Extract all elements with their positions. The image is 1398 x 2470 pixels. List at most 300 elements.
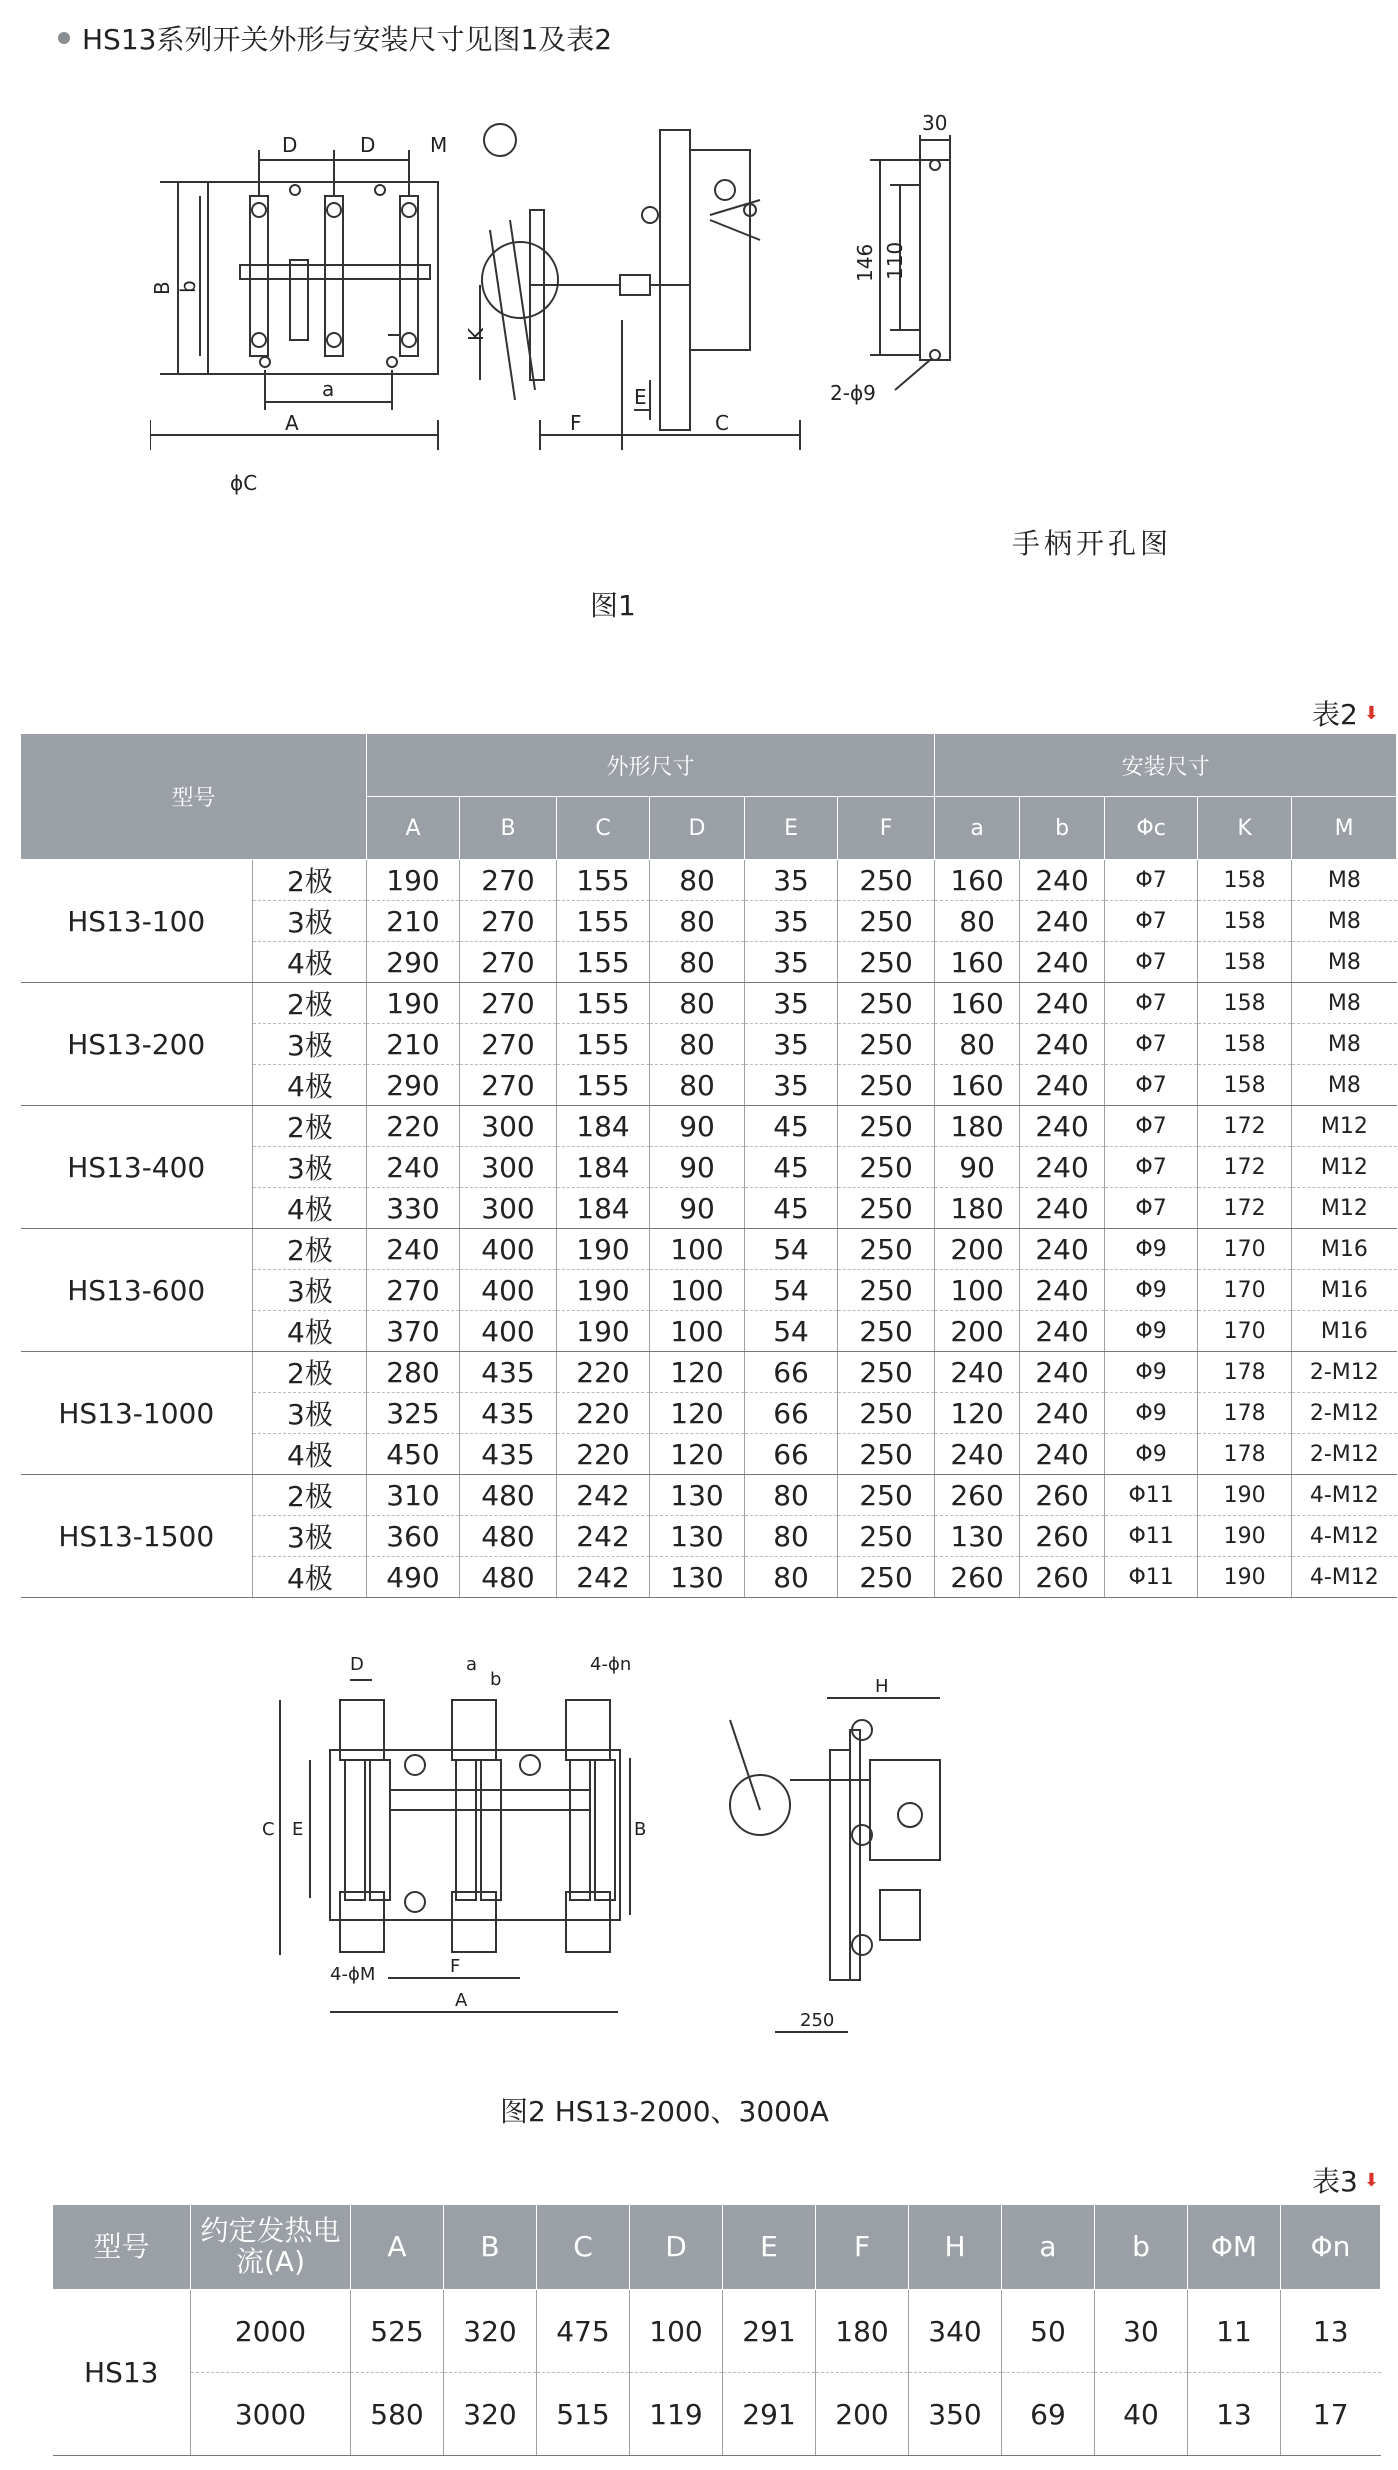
pole-cell: 2极: [253, 983, 367, 1024]
fig1-label-146: 146: [853, 243, 877, 282]
value-cell: 310: [367, 1475, 460, 1516]
value-cell: 360: [367, 1516, 460, 1557]
value-cell: 435: [460, 1352, 557, 1393]
t3-column-header-9: ΦM: [1188, 2205, 1281, 2290]
t3-header-current: 约定发热电流(A): [191, 2205, 351, 2290]
model-cell: HS13-400: [21, 1106, 253, 1229]
value-cell: 172: [1198, 1188, 1292, 1229]
value-cell: 250: [838, 1270, 935, 1311]
pole-cell: 4极: [253, 1434, 367, 1475]
column-header-3: D: [650, 797, 745, 860]
value-cell: 80: [745, 1557, 838, 1598]
value-cell: 80: [650, 1065, 745, 1106]
section-heading: [58, 18, 612, 58]
header-install: 安装尺寸: [935, 734, 1397, 797]
fig2-label-e: E: [292, 1819, 304, 1840]
value-cell: 260: [1020, 1516, 1105, 1557]
value-cell: 190: [367, 860, 460, 901]
column-header-0: A: [367, 797, 460, 860]
fig1-label-e: E: [634, 385, 647, 409]
t3-column-header-10: Φn: [1281, 2205, 1381, 2290]
value-cell: 300: [460, 1188, 557, 1229]
figure2-caption: 图2 HS13-2000、3000A: [500, 2095, 829, 2128]
fig1-label-d2: D: [360, 133, 376, 157]
header-model: 型号: [21, 734, 367, 860]
table-row: [21, 1475, 1397, 1516]
value-cell: Φ9: [1105, 1393, 1198, 1434]
t3-header-model: 型号: [53, 2205, 191, 2290]
current-cell: 3000: [191, 2373, 351, 2456]
value-cell: 450: [367, 1434, 460, 1475]
fig2-label-a-upper: A: [455, 1990, 468, 2011]
value-cell: M8: [1292, 983, 1397, 1024]
value-cell: Φ7: [1105, 1188, 1198, 1229]
value-cell: Φ9: [1105, 1352, 1198, 1393]
model-cell: HS13-100: [21, 860, 253, 983]
column-header-7: b: [1020, 797, 1105, 860]
value-cell: 325: [367, 1393, 460, 1434]
pole-cell: 2极: [253, 1352, 367, 1393]
value-cell: 100: [935, 1270, 1020, 1311]
value-cell: 155: [557, 983, 650, 1024]
fig2-label-b-upper: B: [634, 1819, 647, 1840]
table2: [20, 733, 1397, 1598]
value-cell: 480: [460, 1516, 557, 1557]
value-cell: 120: [935, 1393, 1020, 1434]
model-cell: HS13: [53, 2290, 191, 2456]
value-cell: 242: [557, 1475, 650, 1516]
fig1-label-c: C: [715, 411, 729, 435]
value-cell: 240: [1020, 1229, 1105, 1270]
value-cell: 580: [351, 2373, 444, 2456]
value-cell: 250: [838, 1393, 935, 1434]
value-cell: Φ11: [1105, 1516, 1198, 1557]
value-cell: 260: [1020, 1557, 1105, 1598]
value-cell: 13: [1281, 2290, 1381, 2373]
value-cell: 80: [745, 1475, 838, 1516]
value-cell: 240: [1020, 1393, 1105, 1434]
value-cell: 435: [460, 1434, 557, 1475]
value-cell: M12: [1292, 1106, 1397, 1147]
bullet-dot-icon: [58, 32, 70, 44]
value-cell: 250: [838, 1434, 935, 1475]
column-header-10: M: [1292, 797, 1397, 860]
value-cell: M8: [1292, 1065, 1397, 1106]
value-cell: 30: [1095, 2290, 1188, 2373]
fig2-label-c: C: [262, 1819, 275, 1840]
fig1-label-110: 110: [883, 241, 907, 280]
value-cell: 45: [745, 1188, 838, 1229]
value-cell: 35: [745, 942, 838, 983]
pole-cell: 2极: [253, 1475, 367, 1516]
value-cell: 400: [460, 1311, 557, 1352]
value-cell: Φ7: [1105, 860, 1198, 901]
value-cell: 190: [557, 1311, 650, 1352]
value-cell: 158: [1198, 860, 1292, 901]
value-cell: 240: [1020, 1065, 1105, 1106]
value-cell: 35: [745, 901, 838, 942]
value-cell: 158: [1198, 942, 1292, 983]
value-cell: 240: [1020, 1434, 1105, 1475]
value-cell: Φ9: [1105, 1270, 1198, 1311]
fig2-label-d: D: [350, 1654, 364, 1675]
value-cell: 320: [444, 2373, 537, 2456]
value-cell: 80: [745, 1516, 838, 1557]
value-cell: 242: [557, 1557, 650, 1598]
value-cell: 350: [909, 2373, 1002, 2456]
value-cell: 160: [935, 983, 1020, 1024]
t3-column-header-3: D: [630, 2205, 723, 2290]
value-cell: 270: [460, 860, 557, 901]
fig2-label-a: a: [466, 1654, 478, 1675]
value-cell: 100: [650, 1270, 745, 1311]
value-cell: 160: [935, 1065, 1020, 1106]
value-cell: 80: [935, 1024, 1020, 1065]
value-cell: 80: [650, 901, 745, 942]
pole-cell: 3极: [253, 1024, 367, 1065]
fig2-label-250: 250: [800, 2010, 835, 2031]
value-cell: Φ9: [1105, 1229, 1198, 1270]
value-cell: 40: [1095, 2373, 1188, 2456]
value-cell: M12: [1292, 1147, 1397, 1188]
t3-column-header-6: H: [909, 2205, 1002, 2290]
value-cell: 370: [367, 1311, 460, 1352]
value-cell: 90: [650, 1147, 745, 1188]
value-cell: Φ9: [1105, 1434, 1198, 1475]
value-cell: 270: [460, 1065, 557, 1106]
value-cell: 184: [557, 1188, 650, 1229]
fig1-label-a: a: [322, 377, 335, 401]
value-cell: Φ7: [1105, 901, 1198, 942]
pole-cell: 3极: [253, 1147, 367, 1188]
value-cell: 54: [745, 1229, 838, 1270]
value-cell: 260: [1020, 1475, 1105, 1516]
value-cell: 130: [650, 1475, 745, 1516]
value-cell: 480: [460, 1475, 557, 1516]
value-cell: 66: [745, 1352, 838, 1393]
value-cell: Φ7: [1105, 1106, 1198, 1147]
value-cell: 250: [838, 1311, 935, 1352]
value-cell: 155: [557, 1024, 650, 1065]
pole-cell: 3极: [253, 1270, 367, 1311]
table-row: [21, 983, 1397, 1024]
t3-column-header-8: b: [1095, 2205, 1188, 2290]
pole-cell: 2极: [253, 860, 367, 901]
value-cell: 250: [838, 901, 935, 942]
value-cell: 178: [1198, 1393, 1292, 1434]
figure1-drawing: [150, 90, 1250, 570]
value-cell: 190: [557, 1229, 650, 1270]
value-cell: 270: [460, 901, 557, 942]
value-cell: Φ7: [1105, 1147, 1198, 1188]
value-cell: 200: [935, 1229, 1020, 1270]
value-cell: 240: [935, 1352, 1020, 1393]
fig2-label-n: 4-ϕn: [590, 1654, 632, 1675]
value-cell: M8: [1292, 901, 1397, 942]
value-cell: 250: [838, 1065, 935, 1106]
column-header-4: E: [745, 797, 838, 860]
value-cell: 280: [367, 1352, 460, 1393]
value-cell: 80: [650, 1024, 745, 1065]
value-cell: 250: [838, 1352, 935, 1393]
fig1-label-m: M: [430, 133, 448, 157]
value-cell: M16: [1292, 1311, 1397, 1352]
value-cell: M8: [1292, 860, 1397, 901]
value-cell: 200: [935, 1311, 1020, 1352]
table-row: [53, 2373, 1381, 2456]
value-cell: 220: [557, 1352, 650, 1393]
t3-column-header-7: a: [1002, 2205, 1095, 2290]
value-cell: 250: [838, 1475, 935, 1516]
value-cell: 480: [460, 1557, 557, 1598]
download-arrow-icon: ⬇: [1363, 2169, 1379, 2191]
column-header-8: Φc: [1105, 797, 1198, 860]
value-cell: 250: [838, 942, 935, 983]
model-cell: HS13-1500: [21, 1475, 253, 1598]
value-cell: 210: [367, 901, 460, 942]
table2-label-text: 表2: [1312, 698, 1358, 731]
value-cell: 240: [1020, 860, 1105, 901]
t3-column-header-5: F: [816, 2205, 909, 2290]
value-cell: 320: [444, 2290, 537, 2373]
model-cell: HS13-600: [21, 1229, 253, 1352]
value-cell: 242: [557, 1516, 650, 1557]
fig1-label-a-upper: A: [285, 411, 299, 435]
value-cell: 155: [557, 942, 650, 983]
column-header-1: B: [460, 797, 557, 860]
value-cell: 69: [1002, 2373, 1095, 2456]
header-outline: 外形尺寸: [367, 734, 935, 797]
value-cell: 190: [1198, 1475, 1292, 1516]
value-cell: 100: [650, 1311, 745, 1352]
value-cell: 260: [935, 1557, 1020, 1598]
value-cell: 190: [367, 983, 460, 1024]
value-cell: Φ9: [1105, 1311, 1198, 1352]
pole-cell: 3极: [253, 901, 367, 942]
download-arrow-icon: ⬇: [1363, 702, 1379, 724]
value-cell: 180: [935, 1188, 1020, 1229]
pole-cell: 3极: [253, 1516, 367, 1557]
value-cell: 250: [838, 1229, 935, 1270]
value-cell: 11: [1188, 2290, 1281, 2373]
table-row: [53, 2290, 1381, 2373]
fig1-label-30: 30: [922, 111, 948, 135]
fig1-label-d1: D: [282, 133, 298, 157]
value-cell: 240: [1020, 1188, 1105, 1229]
figure1-caption: 图1: [590, 589, 636, 622]
handle-hole-caption: 手柄开孔图: [1012, 527, 1173, 560]
value-cell: 155: [557, 1065, 650, 1106]
value-cell: 80: [650, 860, 745, 901]
value-cell: 160: [935, 942, 1020, 983]
t3-column-header-4: E: [723, 2205, 816, 2290]
value-cell: 130: [650, 1516, 745, 1557]
value-cell: Φ11: [1105, 1557, 1198, 1598]
column-header-9: K: [1198, 797, 1292, 860]
value-cell: 35: [745, 1065, 838, 1106]
fig2-label-f: F: [450, 1956, 461, 1977]
value-cell: 490: [367, 1557, 460, 1598]
value-cell: M16: [1292, 1229, 1397, 1270]
pole-cell: 2极: [253, 1229, 367, 1270]
value-cell: 158: [1198, 901, 1292, 942]
value-cell: M16: [1292, 1270, 1397, 1311]
column-header-5: F: [838, 797, 935, 860]
value-cell: 35: [745, 1024, 838, 1065]
fig2-label-b: b: [490, 1669, 502, 1690]
value-cell: 120: [650, 1393, 745, 1434]
value-cell: 80: [935, 901, 1020, 942]
fig1-label-b-upper: B: [150, 281, 174, 295]
t3-column-header-0: A: [351, 2205, 444, 2290]
pole-cell: 4极: [253, 1188, 367, 1229]
value-cell: 270: [367, 1270, 460, 1311]
value-cell: 300: [460, 1147, 557, 1188]
value-cell: 54: [745, 1311, 838, 1352]
value-cell: 250: [838, 1557, 935, 1598]
value-cell: 210: [367, 1024, 460, 1065]
value-cell: 45: [745, 1106, 838, 1147]
fig2-label-m: 4-ϕM: [330, 1964, 376, 1985]
value-cell: 515: [537, 2373, 630, 2456]
current-cell: 2000: [191, 2290, 351, 2373]
value-cell: 66: [745, 1434, 838, 1475]
t3-column-header-1: B: [444, 2205, 537, 2290]
value-cell: 80: [650, 983, 745, 1024]
value-cell: 178: [1198, 1352, 1292, 1393]
pole-cell: 3极: [253, 1393, 367, 1434]
value-cell: 400: [460, 1270, 557, 1311]
section-heading-text: HS13系列开关外形与安装尺寸见图1及表2: [82, 23, 613, 56]
table3-label: [1312, 2160, 1379, 2200]
value-cell: 240: [1020, 1311, 1105, 1352]
value-cell: 184: [557, 1106, 650, 1147]
value-cell: 130: [650, 1557, 745, 1598]
fig1-label-f: F: [570, 411, 582, 435]
fig1-label-k: K: [464, 327, 488, 341]
value-cell: 190: [557, 1270, 650, 1311]
value-cell: 300: [460, 1106, 557, 1147]
value-cell: 240: [1020, 942, 1105, 983]
value-cell: 270: [460, 983, 557, 1024]
value-cell: 100: [650, 1229, 745, 1270]
value-cell: 4-M12: [1292, 1557, 1397, 1598]
value-cell: 4-M12: [1292, 1516, 1397, 1557]
value-cell: 180: [935, 1106, 1020, 1147]
value-cell: M8: [1292, 1024, 1397, 1065]
value-cell: 80: [650, 942, 745, 983]
value-cell: 250: [838, 1188, 935, 1229]
value-cell: 250: [838, 1147, 935, 1188]
pole-cell: 2极: [253, 1106, 367, 1147]
model-cell: HS13-200: [21, 983, 253, 1106]
value-cell: 170: [1198, 1311, 1292, 1352]
value-cell: 90: [650, 1106, 745, 1147]
value-cell: 158: [1198, 1024, 1292, 1065]
value-cell: Φ7: [1105, 983, 1198, 1024]
fig1-label-phic: ϕC: [230, 471, 258, 495]
value-cell: 250: [838, 1024, 935, 1065]
value-cell: 270: [460, 1024, 557, 1065]
value-cell: 240: [1020, 1024, 1105, 1065]
table-row: [21, 860, 1397, 901]
value-cell: 400: [460, 1229, 557, 1270]
value-cell: 190: [1198, 1557, 1292, 1598]
value-cell: 190: [1198, 1516, 1292, 1557]
value-cell: 340: [909, 2290, 1002, 2373]
value-cell: 270: [460, 942, 557, 983]
value-cell: M8: [1292, 942, 1397, 983]
value-cell: 2-M12: [1292, 1352, 1397, 1393]
value-cell: 240: [1020, 1270, 1105, 1311]
table-row: [21, 1352, 1397, 1393]
value-cell: 180: [816, 2290, 909, 2373]
value-cell: 240: [1020, 983, 1105, 1024]
value-cell: 475: [537, 2290, 630, 2373]
value-cell: 240: [367, 1147, 460, 1188]
value-cell: 240: [1020, 1106, 1105, 1147]
value-cell: 158: [1198, 1065, 1292, 1106]
value-cell: 35: [745, 983, 838, 1024]
value-cell: 200: [816, 2373, 909, 2456]
value-cell: 250: [838, 860, 935, 901]
figure2-drawing: [230, 1640, 1190, 2060]
value-cell: 290: [367, 1065, 460, 1106]
model-cell: HS13-1000: [21, 1352, 253, 1475]
value-cell: 250: [838, 1516, 935, 1557]
value-cell: 66: [745, 1393, 838, 1434]
value-cell: Φ7: [1105, 1065, 1198, 1106]
value-cell: 330: [367, 1188, 460, 1229]
value-cell: 2-M12: [1292, 1393, 1397, 1434]
value-cell: 35: [745, 860, 838, 901]
table3: [52, 2204, 1381, 2456]
value-cell: 290: [367, 942, 460, 983]
value-cell: 260: [935, 1475, 1020, 1516]
value-cell: 291: [723, 2373, 816, 2456]
value-cell: M12: [1292, 1188, 1397, 1229]
fig1-label-b-lower: b: [176, 280, 200, 293]
pole-cell: 4极: [253, 1311, 367, 1352]
value-cell: 172: [1198, 1106, 1292, 1147]
value-cell: 45: [745, 1147, 838, 1188]
pole-cell: 4极: [253, 1065, 367, 1106]
pole-cell: 4极: [253, 1557, 367, 1598]
value-cell: 435: [460, 1393, 557, 1434]
value-cell: 120: [650, 1434, 745, 1475]
value-cell: 90: [650, 1188, 745, 1229]
value-cell: 170: [1198, 1270, 1292, 1311]
value-cell: 240: [1020, 901, 1105, 942]
table-row: [21, 1106, 1397, 1147]
value-cell: 120: [650, 1352, 745, 1393]
value-cell: 90: [935, 1147, 1020, 1188]
value-cell: 50: [1002, 2290, 1095, 2373]
value-cell: 250: [838, 1106, 935, 1147]
value-cell: 100: [630, 2290, 723, 2373]
value-cell: 172: [1198, 1147, 1292, 1188]
fig2-label-h: H: [875, 1676, 889, 1697]
fig1-label-holes: 2-ϕ9: [830, 381, 876, 405]
value-cell: Φ11: [1105, 1475, 1198, 1516]
value-cell: 178: [1198, 1434, 1292, 1475]
table3-label-text: 表3: [1312, 2165, 1358, 2198]
value-cell: Φ7: [1105, 1024, 1198, 1065]
value-cell: 13: [1188, 2373, 1281, 2456]
value-cell: 220: [557, 1393, 650, 1434]
value-cell: 17: [1281, 2373, 1381, 2456]
value-cell: 158: [1198, 983, 1292, 1024]
